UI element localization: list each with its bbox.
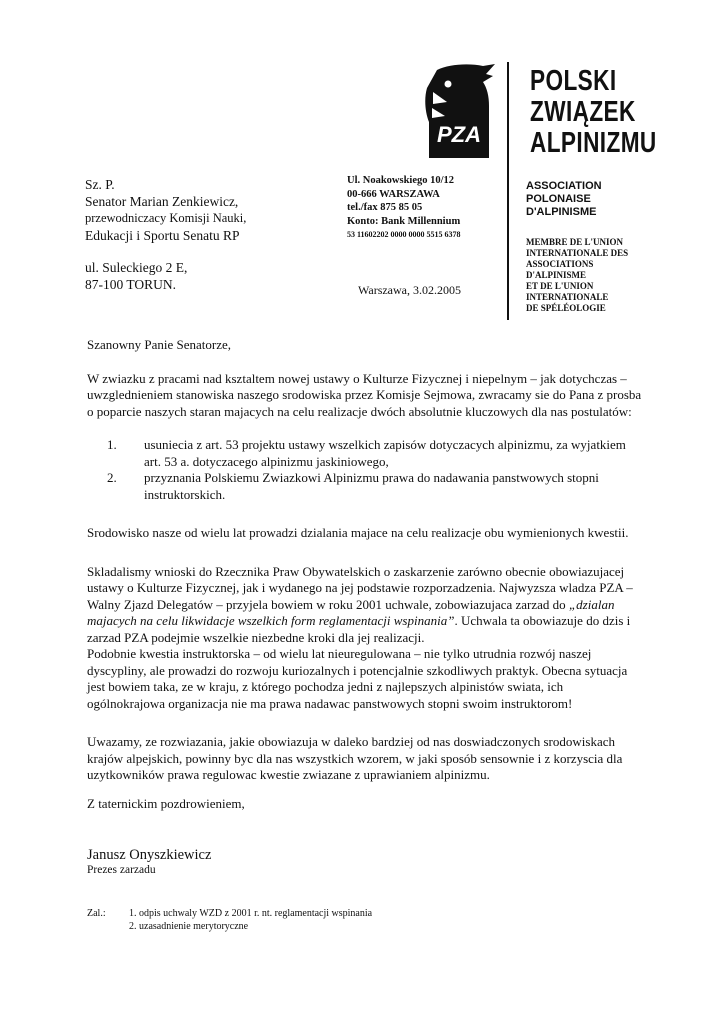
recipient-address xyxy=(85,176,246,293)
signer-role: Prezes zarzadu xyxy=(87,864,156,876)
letter-body xyxy=(87,337,642,784)
org-name-line: ZWIĄZEK xyxy=(530,96,636,128)
membership-line: D'ALPINISME xyxy=(526,270,587,280)
membership-line: INTERNATIONALE xyxy=(526,292,609,302)
org-name-line: ALPINIZMU xyxy=(530,127,657,159)
membership-line: ET DE L'UNION xyxy=(526,281,594,291)
list-item-number: 1. xyxy=(107,437,117,452)
membership-line: MEMBRE DE L'UNION xyxy=(526,237,624,247)
header-divider xyxy=(507,62,509,320)
demands-list xyxy=(87,437,642,503)
letter-date: Warszawa, 3.02.2005 xyxy=(358,283,462,297)
signer-name: Janusz Onyszkiewicz xyxy=(87,847,212,863)
fr-name-line: D'ALPINISME xyxy=(526,206,597,218)
resolution-quote: „dzialan majacych na celu likwidacje wszelkich form reglamentacji wspinania” xyxy=(87,596,615,628)
office-account: 53 11602202 0000 0000 5515 6378 xyxy=(347,230,461,239)
logo-text: PZA xyxy=(437,122,481,147)
attachments-label: Zal.: xyxy=(87,908,106,919)
office-bank: Konto: Bank Millennium xyxy=(347,215,461,227)
recipient-role: Edukacji i Sportu Senatu RP xyxy=(85,228,240,243)
recipient-prefix: Sz. P. xyxy=(85,177,115,192)
org-name-french xyxy=(526,180,602,219)
office-street: Ul. Noakowskiego 10/12 xyxy=(347,175,455,186)
attachment-item: 2. uzasadnienie merytoryczne xyxy=(129,921,249,932)
membership-line: INTERNATIONALE DES xyxy=(526,248,629,258)
closing: Z taternickim pozdrowieniem, xyxy=(87,796,245,811)
list-item-text: usuniecia z art. 53 projektu ustawy wszelkich zapisów dotyczacych alpinizmu, za wyjatkiem art. 53 a. dotyczacego alpinizmu jaskiniowego, xyxy=(144,437,626,469)
paragraph-intro: W zwiazku z pracami nad ksztaltem nowej ustawy o Kulturze Fizycznej i niepelnym – jak dotychczas – uwzglednieniem stanowiska naszego srodowiska przez Komisje Sejmowa, zwracamy sie do Pana z prosba o poparcie naszych staran majacych na celu realizacje dwóch absolutnie kluczowych dla nas postulatów: xyxy=(87,370,642,419)
recipient-city: 87-100 TORUN. xyxy=(85,277,177,292)
greeting: Szanowny Panie Senatorze, xyxy=(87,337,232,352)
paragraph xyxy=(87,564,642,647)
office-address xyxy=(347,174,461,242)
list-item-text: przyznania Polskiemu Zwiazkowi Alpinizmu prawa do nadawania panstwowych stopni instruktorskich. xyxy=(144,470,599,502)
recipient-name: Senator Marian Zenkiewicz, xyxy=(85,194,239,209)
membership-line: DE SPÉLÉOLOGIE xyxy=(526,303,606,313)
recipient-street: ul. Suleckiego 2 E, xyxy=(85,260,188,275)
org-name xyxy=(530,66,657,159)
eagle-logo-icon xyxy=(423,62,495,158)
list-item xyxy=(87,437,642,470)
membership-note xyxy=(526,237,628,314)
paragraph: Uwazamy, ze rozwiazania, jakie obowiazuja w daleko bardziej od nas doswiadczonych srodowiskach krajów alpejskich, powinny byc dla nas wszystkich wzorem, w jaki sposób sensownie i z korzyscia dla uzytkowników prawa regulowac kwestie zwiazane z uprawianiem alpinizmu. xyxy=(87,734,623,782)
paragraph-text: . Uchwala ta obowiazuje do dzis i zarzad PZA podejmie wszelkie niezbedne kroki dla jej realizacji. xyxy=(87,613,631,645)
paragraph-text: Skladalismy wnioski do Rzecznika Praw Obywatelskich o zaskarzenie zarówno obecnie obowiazujacej ustawy o Kulturze Fizycznej, jak i wydanego na jej podstawie rozporzadzenia. Najwyzsza wladza PZA – Walny Zjazd Delegatów – przyjela bowiem w roku 2001 uchwale, zobowiazujaca zarzad do xyxy=(87,563,633,612)
office-phone: tel./fax 875 85 05 xyxy=(347,202,423,213)
membership-line: ASSOCIATIONS xyxy=(526,259,594,269)
attachment-item: 1. odpis uchwaly WZD z 2001 r. nt. reglamentacji wspinania xyxy=(129,908,373,919)
list-item-number: 2. xyxy=(107,470,117,485)
org-name-line: POLSKI xyxy=(530,65,617,97)
office-city: 00-666 WARSZAWA xyxy=(347,188,440,200)
fr-name-line: POLONAISE xyxy=(526,193,591,205)
pza-logo xyxy=(423,62,495,158)
paragraph: Podobnie kwestia instruktorska – od wielu lat nieuregulowana – nie tylko utrudnia rozwój naszej dyscypliny, ale prowadzi do rozwoju kuriozalnych i potencjalnie szkodliwych praktyk. Obecna sytuacja jest bowiem taka, ze w kraju, z którego pochodza jedni z najlepszych alpinistów swiata, ich ogólnokrajowa organizacja nie ma prawa nadawac panstwowych stopni swoim instruktorom! xyxy=(87,646,628,711)
paragraph: Srodowisko nasze od wielu lat prowadzi dzialania majace na celu realizacje obu wymienionych kwestii. xyxy=(87,525,629,540)
list-item xyxy=(87,470,642,503)
fr-name-line: ASSOCIATION xyxy=(526,180,602,192)
recipient-role: przewodniczacy Komisji Nauki, xyxy=(85,211,247,225)
